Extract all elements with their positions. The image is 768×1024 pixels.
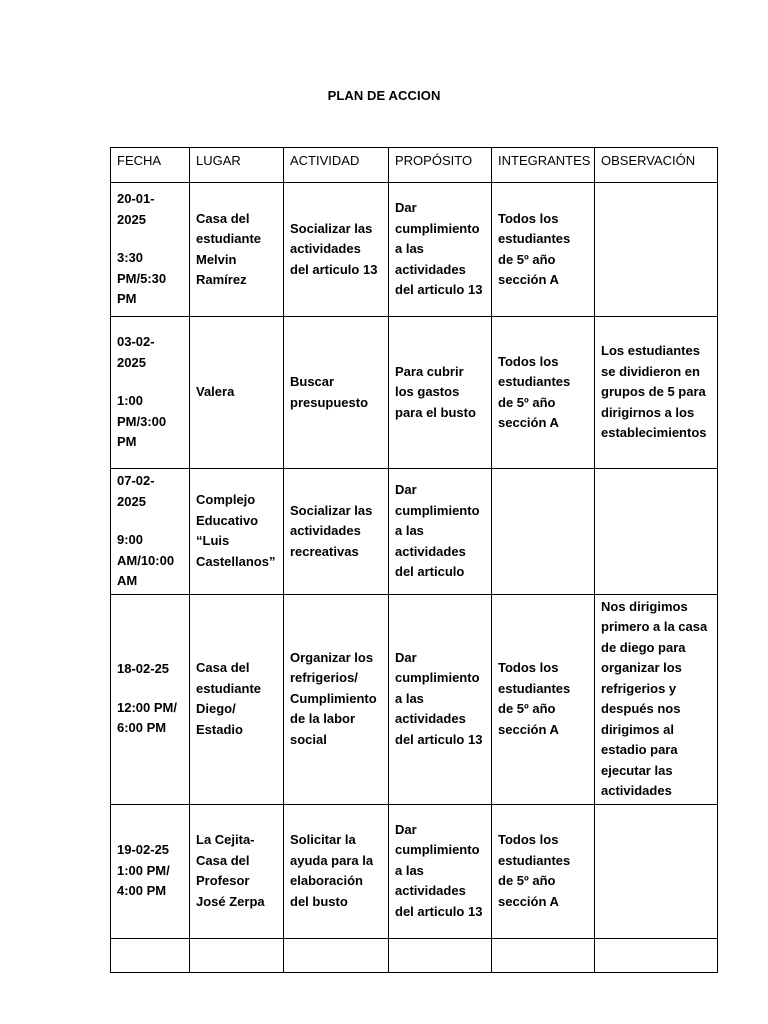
cell-proposito: Dar cumplimiento a las actividades del articulo 13 [389,183,492,317]
header-actividad: ACTIVIDAD [284,148,389,183]
cell-observacion: Los estudiantes se dividieron en grupos de 5 para dirigirnos a los establecimientos [595,317,718,469]
header-proposito: PROPÓSITO [389,148,492,183]
header-integrantes: INTEGRANTES [492,148,595,183]
empty-cell [284,938,389,972]
header-observacion: OBSERVACIÓN [595,148,718,183]
table-row [111,469,718,595]
cell-lugar: Casa del estudiante Melvin Ramírez [190,183,284,317]
cell-integrantes: Todos los estudiantes de 5º año sección A [492,183,595,317]
document-title: PLAN DE ACCION [327,88,441,103]
table-row [111,183,718,317]
empty-cell [492,938,595,972]
empty-cell [389,938,492,972]
cell-actividad: Socializar las actividades del articulo 13 [284,183,389,317]
cell-integrantes [492,469,595,595]
action-plan-table [110,147,718,973]
cell-observacion: Nos dirigimos primero a la casa de diego para organizar los refrigerios y después nos dirigimos al estadio para ejecutar las actividades [595,594,718,804]
cell-integrantes: Todos los estudiantes de 5º año sección A [492,804,595,938]
header-fecha: FECHA [111,148,190,183]
cell-actividad: Organizar los refrigerios/ Cumplimiento de la labor social [284,594,389,804]
empty-cell [190,938,284,972]
cell-actividad: Solicitar la ayuda para la elaboración del busto [284,804,389,938]
header-lugar: LUGAR [190,148,284,183]
cell-actividad: Buscar presupuesto [284,317,389,469]
cell-proposito: Dar cumplimiento a las actividades del articulo [389,469,492,595]
cell-proposito: Dar cumplimiento a las actividades del articulo 13 [389,804,492,938]
cell-fecha [111,469,190,595]
cell-proposito: Para cubrir los gastos para el busto [389,317,492,469]
fecha-time: 3:30 PM/5:30 PM [117,250,167,307]
table-row [111,804,718,938]
cell-proposito: Dar cumplimiento a las actividades del articulo 13 [389,594,492,804]
fecha-time: 12:00 PM/ 6:00 PM [117,699,177,736]
fecha-date: 20-01-2025 [117,191,155,227]
fecha-time: 1:00 PM/ 4:00 PM [117,862,170,899]
table-row [111,317,718,469]
fecha-date: 03-02-2025 [117,334,155,370]
cell-lugar: Complejo Educativo “Luis Castellanos” [190,469,284,595]
fecha-time: 9:00 AM/10:00 AM [117,532,175,588]
fecha-date: 19-02-25 [117,842,170,858]
table-header-row [111,148,718,183]
empty-cell [111,938,190,972]
cell-fecha [111,183,190,317]
cell-observacion [595,183,718,317]
cell-observacion [595,469,718,595]
cell-integrantes: Todos los estudiantes de 5º año sección A [492,317,595,469]
fecha-date: 07-02-2025 [117,473,155,509]
empty-cell [595,938,718,972]
cell-lugar: Valera [190,317,284,469]
cell-integrantes: Todos los estudiantes de 5º año sección A [492,594,595,804]
table-row-empty [111,938,718,972]
cell-lugar: La Cejita-Casa del Profesor José Zerpa [190,804,284,938]
cell-fecha [111,804,190,938]
cell-lugar: Casa del estudiante Diego/ Estadio [190,594,284,804]
table-row [111,594,718,804]
fecha-time: 1:00 PM/3:00 PM [117,393,167,450]
cell-fecha [111,317,190,469]
cell-observacion [595,804,718,938]
cell-actividad: Socializar las actividades recreativas [284,469,389,595]
fecha-date: 18-02-25 [117,661,170,677]
cell-fecha [111,594,190,804]
